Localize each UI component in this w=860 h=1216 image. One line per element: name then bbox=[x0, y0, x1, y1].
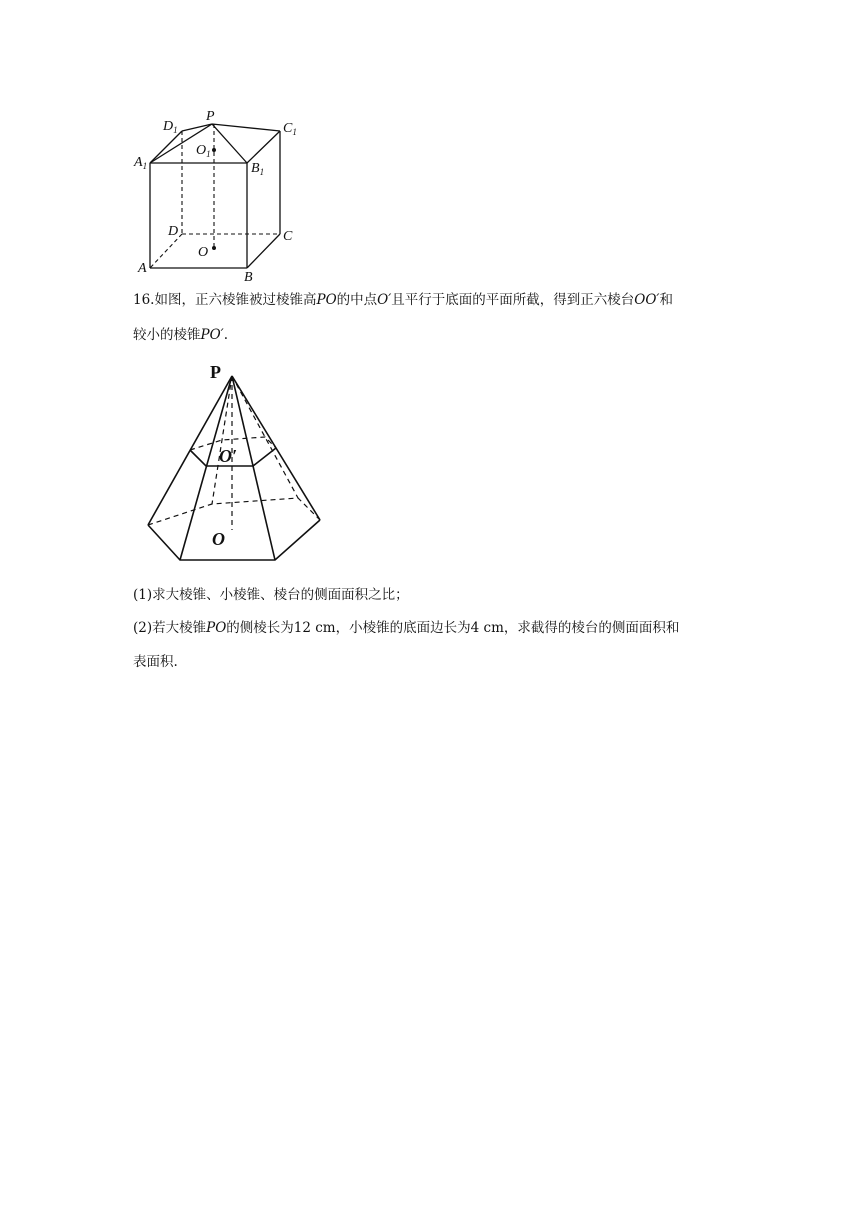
question-1: (1)求大棱锥、小棱锥、棱台的侧面面积之比； bbox=[133, 587, 409, 603]
label-a1: $A_1$ bbox=[134, 155, 148, 171]
label-o: O bbox=[198, 245, 209, 260]
label-b: B bbox=[244, 270, 253, 285]
label-p: P bbox=[206, 109, 215, 124]
label-c: C bbox=[283, 229, 293, 244]
problem-16-line2: 较小的棱锥PO′. bbox=[133, 327, 229, 343]
question-2-line1: (2)若大棱锥PO的侧棱长为12 cm，小棱锥的底面边长为4 cm，求截得的棱台的侧面面积和 bbox=[133, 620, 680, 636]
question-2-line2: 表面积. bbox=[133, 654, 178, 670]
label-c1: $C_1$ bbox=[283, 121, 297, 137]
label-a: A bbox=[138, 261, 147, 276]
label-o-prime: O′ bbox=[219, 446, 238, 466]
label-d: D bbox=[168, 224, 179, 239]
label-o: O bbox=[212, 529, 225, 549]
problem-16-line1: 16.如图，正六棱锥被过棱锥高PO的中点O′且平行于底面的平面所截，得到正六棱台OO′和 bbox=[133, 292, 673, 308]
label-o1: $O_1$ bbox=[196, 143, 211, 159]
label-d1: $D_1$ bbox=[163, 119, 178, 135]
label-b1: $B_1$ bbox=[251, 161, 265, 177]
label-p: P bbox=[210, 362, 221, 382]
hexagonal-pyramid-figure bbox=[140, 362, 330, 562]
cube-pyramid-figure bbox=[130, 108, 305, 286]
